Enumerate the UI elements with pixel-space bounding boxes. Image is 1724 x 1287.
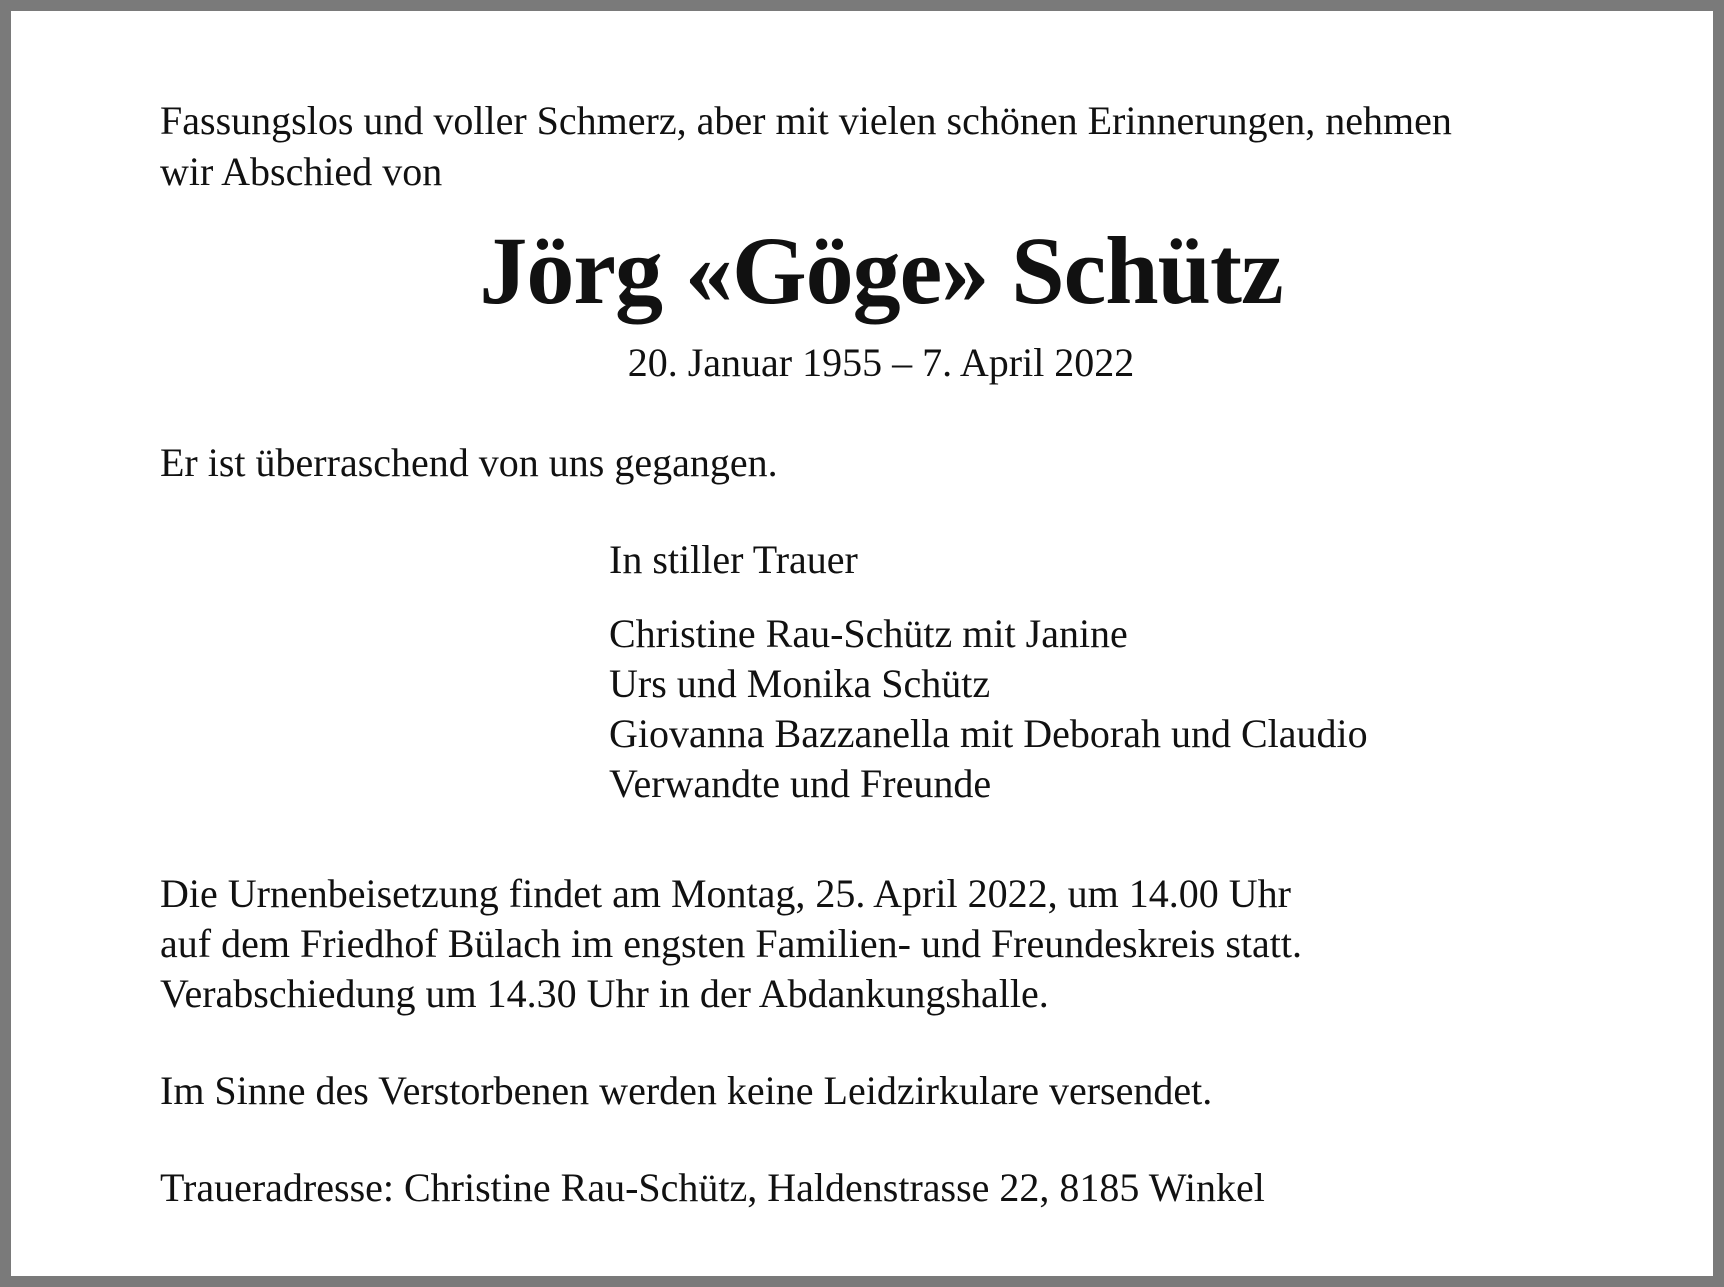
deceased-name: Jörg «Göge» Schütz — [479, 217, 1283, 324]
mourner-item: Urs und Monika Schütz — [609, 661, 991, 706]
mourner-item: Verwandte und Freunde — [609, 761, 992, 806]
intro-line-1: Fassungslos und voller Schmerz, aber mit vielen schönen Erinnerungen, nehmen — [160, 98, 1452, 143]
notice-text: Im Sinne des Verstorbenen werden keine Leidzirkulare versendet. — [160, 1068, 1213, 1113]
mourning-heading: In stiller Trauer — [609, 537, 858, 582]
intro-line-2: wir Abschied von — [160, 149, 443, 194]
mourning-address: Traueradresse: Christine Rau-Schütz, Haldenstrasse 22, 8185 Winkel — [160, 1165, 1265, 1210]
mourners-list — [609, 609, 1368, 809]
ceremony-line-1: Die Urnenbeisetzung findet am Montag, 25. April 2022, um 14.00 Uhr — [160, 871, 1291, 916]
ceremony-text — [160, 869, 1302, 1019]
ceremony-line-3: Verabschiedung um 14.30 Uhr in der Abdankungshalle. — [160, 971, 1049, 1016]
mourner-item: Christine Rau-Schütz mit Janine — [609, 611, 1128, 656]
obituary-page — [11, 11, 1713, 1276]
intro-text — [160, 95, 1600, 197]
statement-text: Er ist überraschend von uns gegangen. — [160, 440, 778, 485]
ceremony-line-2: auf dem Friedhof Bülach im engsten Familien- und Freundeskreis statt. — [160, 921, 1302, 966]
mourner-item: Giovanna Bazzanella mit Deborah und Claudio — [609, 711, 1368, 756]
life-dates: 20. Januar 1955 – 7. April 2022 — [627, 340, 1135, 385]
